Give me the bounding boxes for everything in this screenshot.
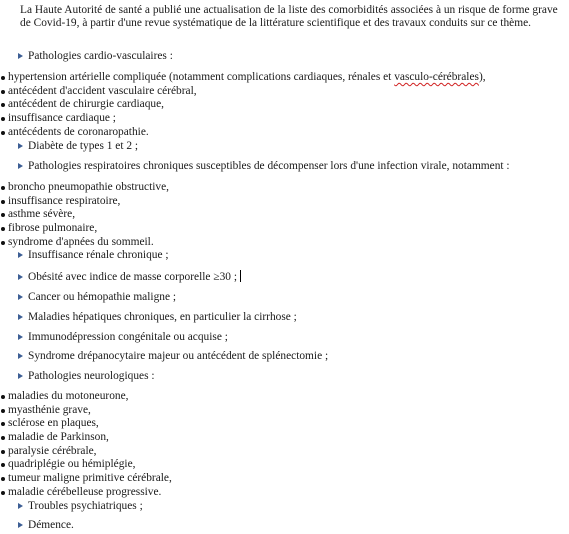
heading-text: Obésité avec indice de masse corporelle ≥30 ; <box>28 271 237 283</box>
list-item-text: hypertension artérielle compliquée (notamment complications cardiaques, rénales et vasculo-cérébrales), <box>8 71 486 83</box>
list-item <box>0 472 172 486</box>
list-item <box>0 181 169 195</box>
triangle-bullet-icon <box>18 373 23 379</box>
list-item-text: maladies du motoneurone, <box>8 390 129 402</box>
list-item <box>0 85 486 99</box>
triangle-bullet-icon <box>18 314 23 320</box>
list-item <box>0 98 486 112</box>
list-item <box>0 126 486 140</box>
triangle-bullet-icon <box>18 353 23 359</box>
heading-text: Cancer ou hémopathie maligne ; <box>28 291 177 303</box>
list-item <box>0 208 169 222</box>
heading-renal <box>18 249 169 263</box>
bullet-dot-icon <box>1 409 5 413</box>
heading-neurologiques <box>18 370 155 384</box>
list-item <box>0 236 169 250</box>
list-item-text: tumeur maligne primitive cérébrale, <box>8 472 172 485</box>
list-item <box>0 445 172 459</box>
heading-text: Diabète de types 1 et 2 ; <box>28 140 139 152</box>
triangle-bullet-icon <box>18 53 23 59</box>
heading-demence <box>18 519 74 533</box>
bullet-dot-icon <box>1 200 5 204</box>
bullet-dot-icon <box>1 450 5 454</box>
bullet-dot-icon <box>1 477 5 481</box>
list-item <box>0 417 172 431</box>
list-item-text: syndrome d'apnées du sommeil. <box>8 235 154 248</box>
bullet-dot-icon <box>1 491 5 495</box>
list-item-text: myasthénie grave, <box>8 403 91 416</box>
list-item-text: asthme sévère, <box>8 208 76 221</box>
heading-drepanocytaire <box>18 350 328 364</box>
heading-respiratoires <box>18 160 510 174</box>
bullet-dot-icon <box>1 227 5 231</box>
heading-text: Démence. <box>28 519 74 531</box>
list-item-text: insuffisance cardiaque ; <box>8 112 116 125</box>
bullet-dot-icon <box>1 395 5 399</box>
heading-text: Troubles psychiatriques ; <box>28 500 143 512</box>
list-item-text: antécédent d'accident vasculaire cérébral, <box>8 84 197 97</box>
list-item <box>0 458 172 472</box>
heading-text: Insuffisance rénale chronique ; <box>28 249 169 261</box>
list-item-text: broncho pneumopathie obstructive, <box>8 181 170 193</box>
heading-cardio <box>18 50 173 64</box>
heading-text: Pathologies neurologiques : <box>28 370 155 382</box>
bullet-dot-icon <box>1 76 5 80</box>
bullet-dot-icon <box>1 103 5 107</box>
heading-psychiatriques <box>18 500 143 514</box>
heading-hepatiques <box>18 311 297 325</box>
text-cursor <box>240 270 241 282</box>
list-item <box>0 404 172 418</box>
list-item-text: antécédent de chirurgie cardiaque, <box>8 98 165 111</box>
list-item-text: maladie de Parkinson, <box>8 431 109 444</box>
triangle-bullet-icon <box>18 334 23 340</box>
list-item <box>0 390 172 404</box>
heading-text: Pathologies respiratoires chroniques susceptibles de décompenser lors d'une infection virale, notamment : <box>28 160 510 172</box>
triangle-bullet-icon <box>18 143 23 149</box>
list-neurologiques <box>0 390 172 500</box>
bullet-dot-icon <box>1 436 5 440</box>
list-item-text: fibrose pulmonaire, <box>8 222 98 235</box>
list-cardio <box>0 71 486 139</box>
heading-diabete <box>18 140 138 154</box>
triangle-bullet-icon <box>18 274 23 280</box>
list-item <box>0 431 172 445</box>
list-item <box>0 222 169 236</box>
list-respiratoires <box>0 181 169 249</box>
heading-obesite <box>18 270 241 285</box>
triangle-bullet-icon <box>18 522 23 528</box>
triangle-bullet-icon <box>18 252 23 258</box>
list-item-text: maladie cérébelleuse progressive. <box>8 485 162 498</box>
heading-immunodepression <box>18 331 228 345</box>
bullet-dot-icon <box>1 463 5 467</box>
bullet-dot-icon <box>1 241 5 245</box>
triangle-bullet-icon <box>18 503 23 509</box>
list-item-text: antécédents de coronaropathie. <box>8 125 149 138</box>
list-item <box>0 195 169 209</box>
bullet-dot-icon <box>1 90 5 94</box>
list-item-text: quadriplégie ou hémiplégie, <box>8 458 136 471</box>
list-item <box>0 486 172 500</box>
bullet-dot-icon <box>1 422 5 426</box>
bullet-dot-icon <box>1 213 5 217</box>
heading-text: Syndrome drépanocytaire majeur ou antécédent de splénectomie ; <box>28 350 329 362</box>
bullet-dot-icon <box>1 186 5 190</box>
intro-paragraph: La Haute Autorité de santé a publié une actualisation de la liste des comorbidités associées à un risque de forme grave de Covid-19, à partir d'une revue systématique de la littérature scientifique et des travaux conduits sur ce thème. <box>20 4 558 30</box>
triangle-bullet-icon <box>18 163 23 169</box>
heading-cancer <box>18 291 176 305</box>
heading-text: Maladies hépatiques chroniques, en particulier la cirrhose ; <box>28 311 297 323</box>
list-item <box>0 112 486 126</box>
list-item <box>0 71 486 85</box>
bullet-dot-icon <box>1 131 5 135</box>
list-item-text: sclérose en plaques, <box>8 417 99 430</box>
heading-text: Pathologies cardio-vasculaires : <box>28 50 173 62</box>
list-item-text: insuffisance respiratoire, <box>8 194 121 207</box>
triangle-bullet-icon <box>18 294 23 300</box>
bullet-dot-icon <box>1 117 5 121</box>
list-item-text: paralysie cérébrale, <box>8 444 97 457</box>
heading-text: Immunodépression congénitale ou acquise ; <box>28 331 228 343</box>
